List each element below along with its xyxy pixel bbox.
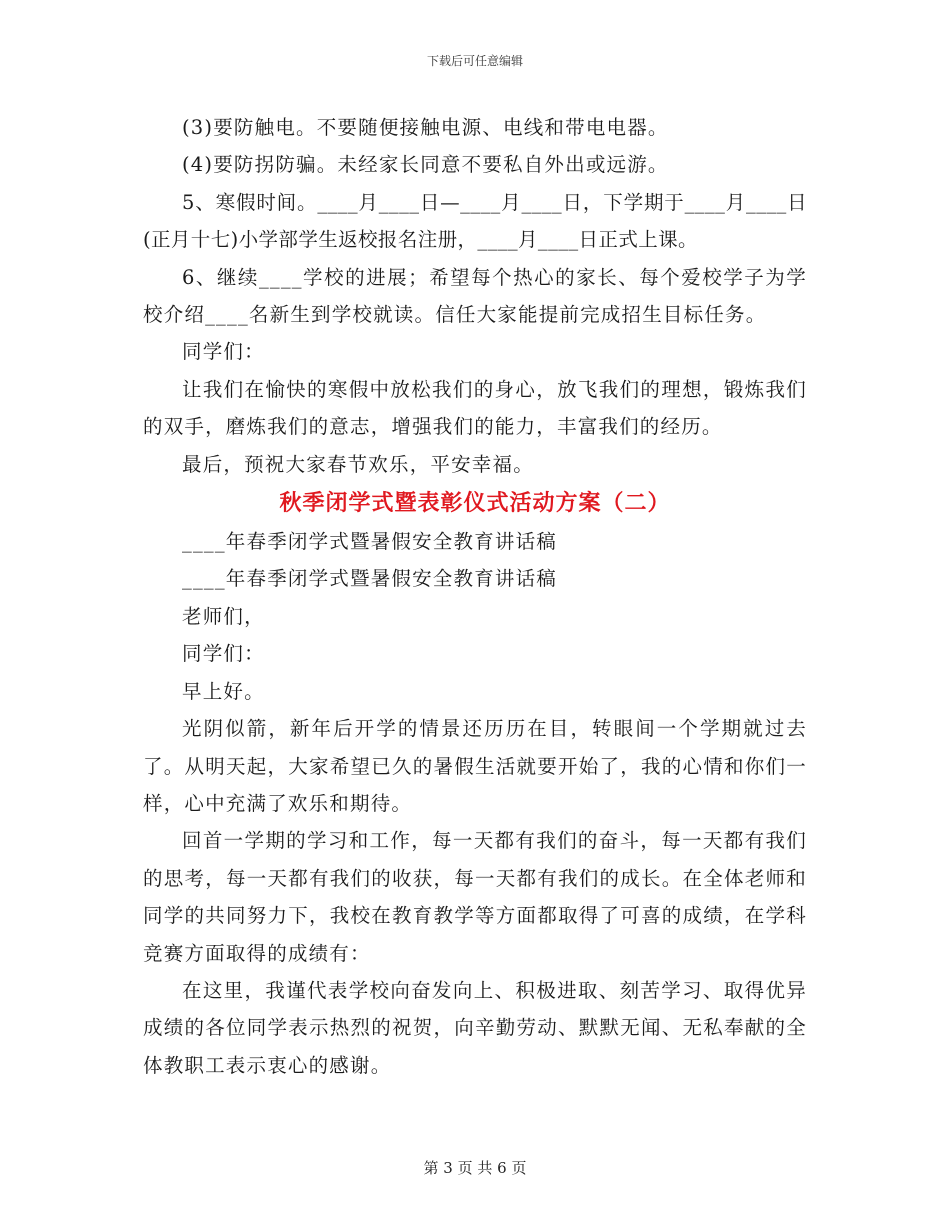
paragraph-spring-festival-wishes: 最后，预祝大家春节欢乐，平安幸福。 <box>182 452 534 476</box>
paragraph-time-flies: 光阴似箭，新年后开学的情景还历历在目，转眼间一个学期就过去了。从明天起，大家希望已久的暑假生活就要开始了，我的心情和你们一样，心中充满了欢乐和期待。 <box>143 717 807 815</box>
paragraph-good-morning: 早上好。 <box>182 679 265 703</box>
paragraph-prevent-abduction: (4)要防拐防骗。未经家长同意不要私自外出或远游。 <box>182 153 669 177</box>
document-body <box>143 109 807 1084</box>
paragraph-speech-title-2: ____年春季闭学式暨暑假安全教育讲话稿 <box>182 567 558 591</box>
paragraph-winter-vacation-time: 5、寒假时间。____月____日—____月____日，下学期于____月____日(正月十七)小学部学生返校报名注册，____月____日正式上课。 <box>143 190 807 252</box>
section-title: 秋季闭学式暨表彰仪式活动方案（二） <box>279 490 671 517</box>
paragraph-school-development: 6、继续____学校的进展；希望每个热心的家长、每个爱校学子为学校介绍____名新生到学校就读。信任大家能提前完成招生目标任务。 <box>143 265 807 327</box>
paragraph-prevent-electric-shock: (3)要防触电。不要随便接触电源、电线和带电电器。 <box>182 116 669 139</box>
paragraph-greeting-teachers: 老师们， <box>182 604 265 628</box>
paragraph-greeting-students-2: 同学们： <box>182 642 265 666</box>
paragraph-greeting-students: 同学们： <box>182 340 265 364</box>
page-number: 第 3 页 共 6 页 <box>423 1159 527 1177</box>
paragraph-speech-title-1: ____年春季闭学式暨暑假安全教育讲话稿 <box>182 530 558 554</box>
page-header: 下载后可任意编辑 <box>426 54 523 68</box>
paragraph-congratulations: 在这里，我谨代表学校向奋发向上、积极进取、刻苦学习、取得优异成绩的各位同学表示热烈的祝贺，向辛勤劳动、默默无闻、无私奉献的全体教职工表示衷心的感谢。 <box>143 978 807 1077</box>
paragraph-relax-wishes: 让我们在愉快的寒假中放松我们的身心，放飞我们的理想，锻炼我们的双手，磨炼我们的意志，增强我们的能力，丰富我们的经历。 <box>143 377 807 439</box>
paragraph-semester-review: 回首一学期的学习和工作，每一天都有我们的奋斗，每一天都有我们的思考，每一天都有我们的收获，每一天都有我们的成长。在全体老师和同学的共同努力下，我校在教育教学等方面都取得了可喜的成绩，在学科竞赛方面取得的成绩有： <box>143 829 807 965</box>
